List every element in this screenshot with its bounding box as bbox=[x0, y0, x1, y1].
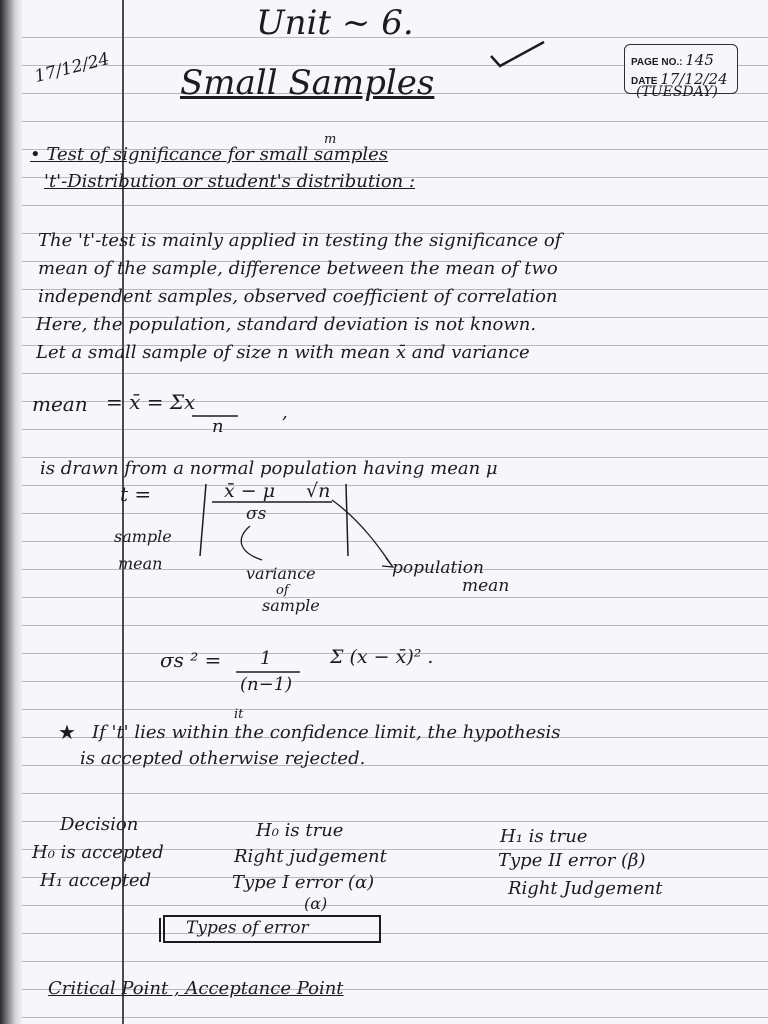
alpha-note: (α) bbox=[304, 894, 328, 913]
variance-denominator: (n−1) bbox=[240, 674, 293, 695]
table-row1-h0: Right judgement bbox=[234, 846, 387, 867]
date-value: 17/12/24 bbox=[660, 70, 728, 88]
t-numerator: x̄ − μ bbox=[224, 480, 276, 502]
paragraph-line-5: Let a small sample of size n with mean x̄ and variance bbox=[36, 342, 530, 363]
note-line-2: is accepted otherwise rejected. bbox=[80, 748, 366, 769]
t-root-n: √n bbox=[306, 480, 331, 502]
date-label: DATE bbox=[631, 76, 658, 87]
table-header-h0-true: H₀ is true bbox=[256, 820, 344, 841]
section-heading-2: 't'-Distribution or student's distribution : bbox=[44, 171, 416, 192]
check-mark-icon bbox=[488, 38, 548, 72]
side-date: 17/12/24 bbox=[32, 49, 112, 87]
table-row1-h1: Type II error (β) bbox=[498, 850, 646, 871]
t-lhs: t = bbox=[120, 482, 152, 506]
table-row2-h0: Type I error (α) bbox=[232, 872, 375, 893]
page-no-value: 145 bbox=[685, 51, 714, 69]
table-row1-decision: H₀ is accepted bbox=[32, 842, 164, 863]
drawn-from-line: is drawn from a normal population having mean μ bbox=[40, 458, 498, 479]
mean-comma: , bbox=[282, 402, 288, 423]
table-header-decision: Decision bbox=[60, 814, 139, 835]
label-mean: mean bbox=[118, 554, 163, 573]
label-sample: sample bbox=[114, 527, 172, 546]
section-heading-1: • Test of significance for small samples bbox=[30, 144, 389, 165]
page-binding-shadow bbox=[0, 0, 22, 1024]
unit-title: Unit ~ 6. bbox=[256, 3, 414, 43]
paragraph-line-2: mean of the sample, difference between the mean of two bbox=[38, 258, 558, 279]
paragraph-line-4: Here, the population, standard deviation is not known. bbox=[36, 314, 537, 335]
table-row2-h1: Right Judgement bbox=[508, 878, 663, 899]
t-denominator: σs bbox=[246, 504, 267, 524]
star-icon: ★ bbox=[58, 720, 76, 744]
day-label: (TUESDAY) bbox=[636, 84, 718, 100]
chapter-title: Small Samples bbox=[180, 63, 435, 103]
footer-line: Critical Point , Acceptance Point bbox=[48, 978, 344, 999]
note-line-1: If 't' lies within the confidence limit, the hypothesis bbox=[92, 722, 561, 743]
table-header-h1-true: H₁ is true bbox=[500, 826, 588, 847]
types-of-error-box: Types of error bbox=[186, 918, 309, 938]
mean-lhs: mean bbox=[32, 392, 88, 416]
mean-denominator: n bbox=[212, 416, 224, 437]
heading-insert: m bbox=[324, 132, 337, 147]
paragraph-line-1: The 't'-test is mainly applied in testing the significance of bbox=[38, 230, 562, 251]
label-population: population bbox=[392, 558, 484, 578]
note-insert: it bbox=[234, 707, 244, 722]
label-sample-2: sample bbox=[262, 596, 320, 615]
label-variance: variance bbox=[246, 564, 316, 583]
table-row2-decision: H₁ accepted bbox=[40, 870, 152, 891]
page-no-label: PAGE NO.: bbox=[631, 57, 683, 68]
paragraph-line-3: independent samples, observed coefficient of correlation bbox=[38, 286, 558, 307]
variance-numerator: 1 bbox=[260, 648, 272, 669]
variance-sum: Σ (x − x̄)² . bbox=[330, 646, 434, 668]
label-population-mean: mean bbox=[462, 576, 510, 596]
variance-lhs: σs ² = bbox=[160, 648, 222, 672]
mean-rhs: = x̄ = Σx bbox=[106, 390, 196, 414]
label-of: of bbox=[276, 583, 289, 598]
